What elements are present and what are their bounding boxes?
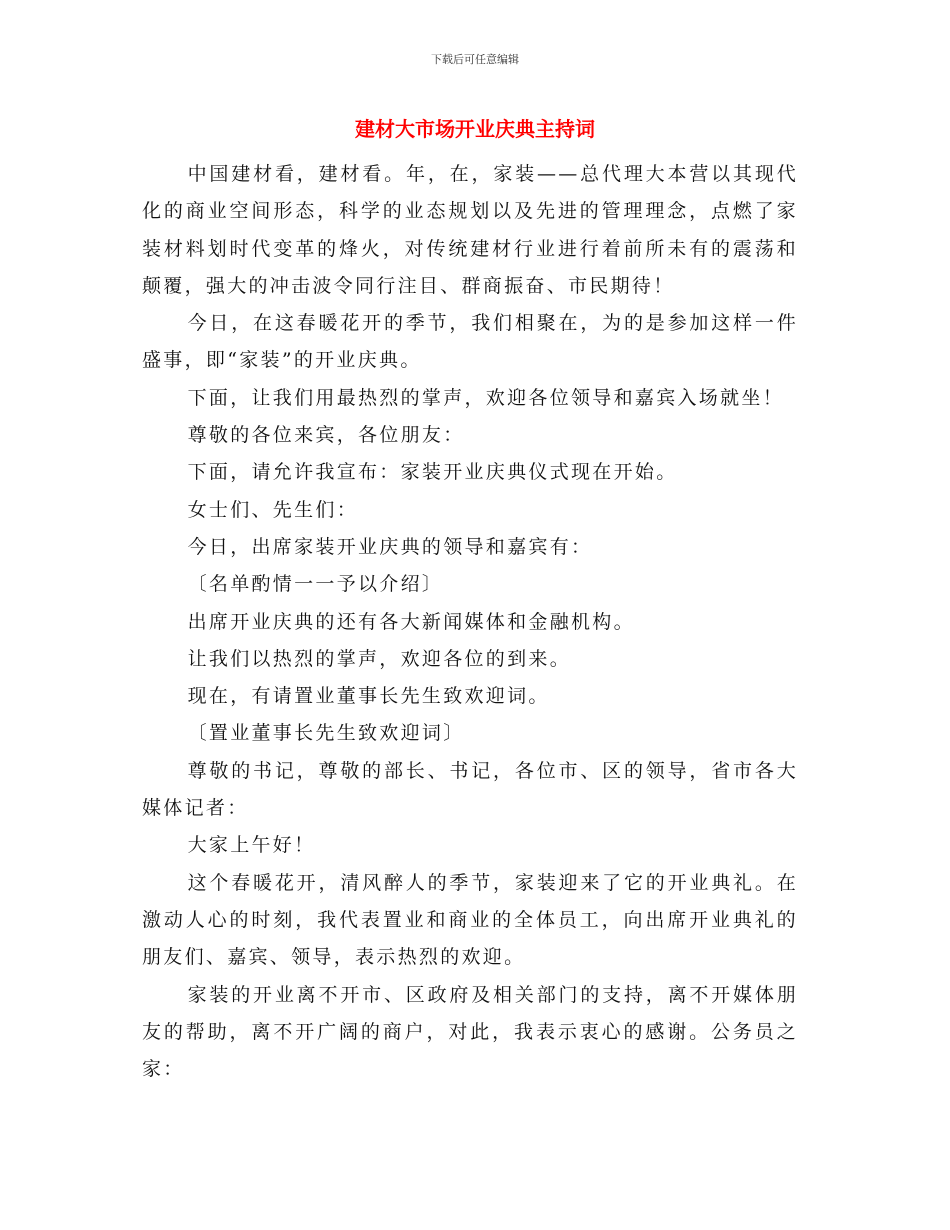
paragraph: 女士们、先生们： [187,498,358,521]
paragraph: 〔名单酌情一一予以介绍〕 [187,573,444,596]
paragraph: 大家上午好！ [187,834,316,857]
paragraph: 今日，出席家装开业庆典的领导和嘉宾有： [187,535,593,558]
paragraph: 中国建材看，建材看。年，在，家装——总代理大本营以其现代化的商业空间形态，科学的业态规划以及先进的管理理念，点燃了家装材料划时代变革的烽火，对传统建材行业进行着前所未有的震荡和颠覆，强大的冲击波令同行注目、群商振奋、市民期待！ [142,163,798,297]
paragraph: 让我们以热烈的掌声，欢迎各位的到来。 [187,647,571,670]
paragraph: 出席开业庆典的还有各大新闻媒体和金融机构。 [187,610,635,633]
document-title: 建材大市场开业庆典主持词 [355,117,595,141]
paragraph: 家装的开业离不开市、区政府及相关部门的支持，离不开媒体朋友的帮助，离不开广阔的商户，对此，我表示衷心的感谢。公务员之家： [142,983,798,1081]
paragraph: 下面，请允许我宣布：家装开业庆典仪式现在开始。 [187,461,678,484]
document-body [142,156,798,1088]
paragraph: 尊敬的各位来宾，各位朋友： [187,424,465,447]
paragraph: 今日，在这春暖花开的季节，我们相聚在，为的是参加这样一件盛事，即“家装”的开业庆典。 [142,312,798,372]
paragraph: 这个春暖花开，清风醉人的季节，家装迎来了它的开业典礼。在激动人心的时刻，我代表置业和商业的全体员工，向出席开业典礼的朋友们、嘉宾、领导，表示热烈的欢迎。 [142,871,798,969]
paragraph: 尊敬的书记，尊敬的部长、书记，各位市、区的领导，省市各大媒体记者： [142,759,798,820]
page-header-note: 下载后可任意编辑 [431,53,519,66]
paragraph: 〔置业董事长先生致欢迎词〕 [187,722,465,745]
paragraph: 下面，让我们用最热烈的掌声，欢迎各位领导和嘉宾入场就坐！ [187,386,784,409]
paragraph: 现在，有请置业董事长先生致欢迎词。 [187,685,550,708]
